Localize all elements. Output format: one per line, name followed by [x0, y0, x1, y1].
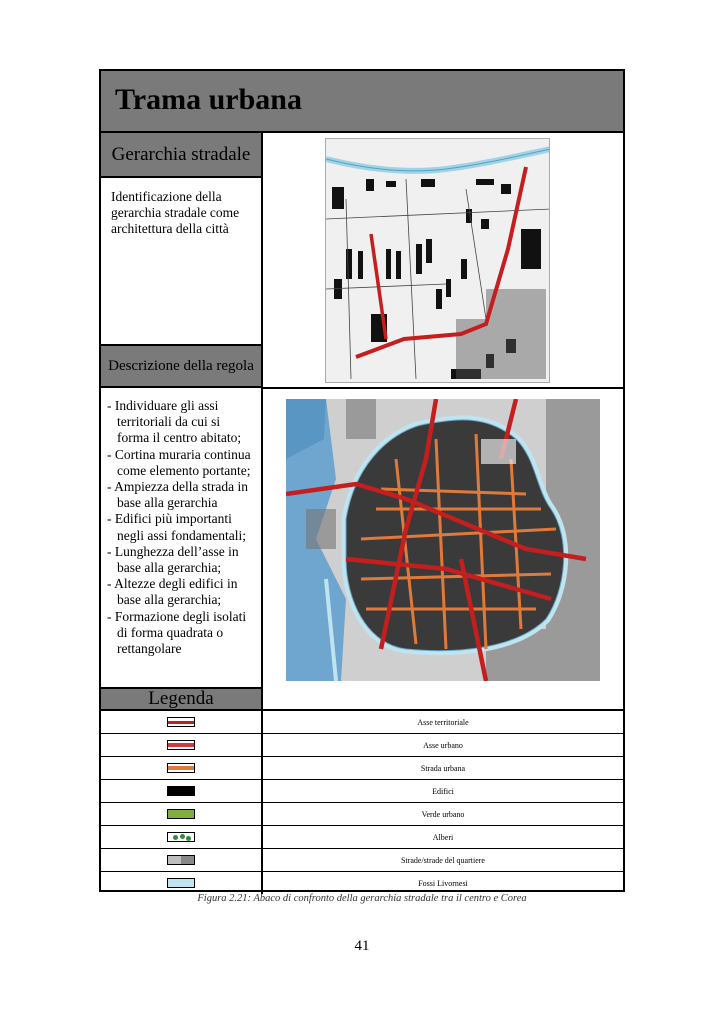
legend-row	[101, 757, 623, 780]
legend-row	[101, 734, 623, 757]
gray-split-swatch-icon	[167, 855, 195, 865]
legend-row	[101, 826, 623, 849]
title-bar	[101, 71, 623, 133]
rule-item: - Formazione degli isolati di forma quadrata o rettangolare	[107, 608, 247, 657]
legend-label: Asse urbano	[423, 740, 463, 750]
centro-map-drawing	[286, 399, 600, 681]
red-line-swatch-icon	[167, 717, 195, 727]
rule-item: - Lunghezza dell’asse in base alla gerarchia;	[107, 543, 239, 576]
right-divider	[263, 387, 623, 389]
identification-text: Identificazione della gerarchia stradale come architettura della città	[101, 178, 263, 346]
legend-row	[101, 711, 623, 734]
legend-label: Strade/strade del quartiere	[401, 855, 485, 865]
legend-row	[101, 803, 623, 826]
section-heading-gerarchia: Gerarchia stradale	[101, 133, 263, 178]
red-line-swatch-icon	[167, 740, 195, 750]
rule-item: - Cortina muraria continua come elemento portante;	[107, 446, 251, 478]
page-number: 41	[354, 938, 370, 954]
legend-heading: Legenda	[101, 689, 263, 711]
rule-item: - Altezze degli edifici in base alla gerarchia;	[107, 576, 238, 608]
rules-box	[101, 388, 263, 689]
rule-item: - Ampiezza della strada in base alla gerarchia	[107, 479, 248, 511]
rules-list	[107, 398, 255, 657]
section-heading-descrizione: Descrizione della regola	[101, 346, 263, 388]
centro-map-image	[286, 399, 600, 681]
corea-map-drawing	[326, 139, 550, 383]
green-fill-swatch-icon	[167, 809, 195, 819]
legend-label: Alberi	[432, 832, 454, 842]
legend-row	[101, 849, 623, 872]
tree-swatch-icon	[167, 832, 195, 842]
rule-sheet-frame	[99, 69, 625, 892]
legend-label: Strada urbana	[420, 763, 466, 773]
legend-row	[101, 872, 623, 895]
black-fill-swatch-icon	[167, 786, 195, 796]
legend-label: Asse territoriale	[417, 717, 469, 727]
legend-label: Fossi Livornesi	[418, 878, 468, 888]
legend-label: Verde urbano	[421, 809, 465, 819]
corea-map-image	[325, 138, 550, 383]
rule-item: - Edifici più importanti negli assi fondamentali;	[107, 511, 246, 543]
canal-swatch-icon	[167, 878, 195, 888]
rule-item: - Individuare gli assi territoriali da cui si forma il centro abitato;	[107, 398, 242, 446]
legend-label: Edifici	[432, 786, 454, 796]
legend-row	[101, 780, 623, 803]
sheet-title: Trama urbana	[115, 83, 302, 116]
legend-heading-blank	[263, 689, 623, 711]
orange-line-swatch-icon	[167, 763, 195, 773]
figure-caption: Figura 2.21: Abaco di confronto della gerarchia stradale tra il centro e Corea	[197, 893, 527, 904]
